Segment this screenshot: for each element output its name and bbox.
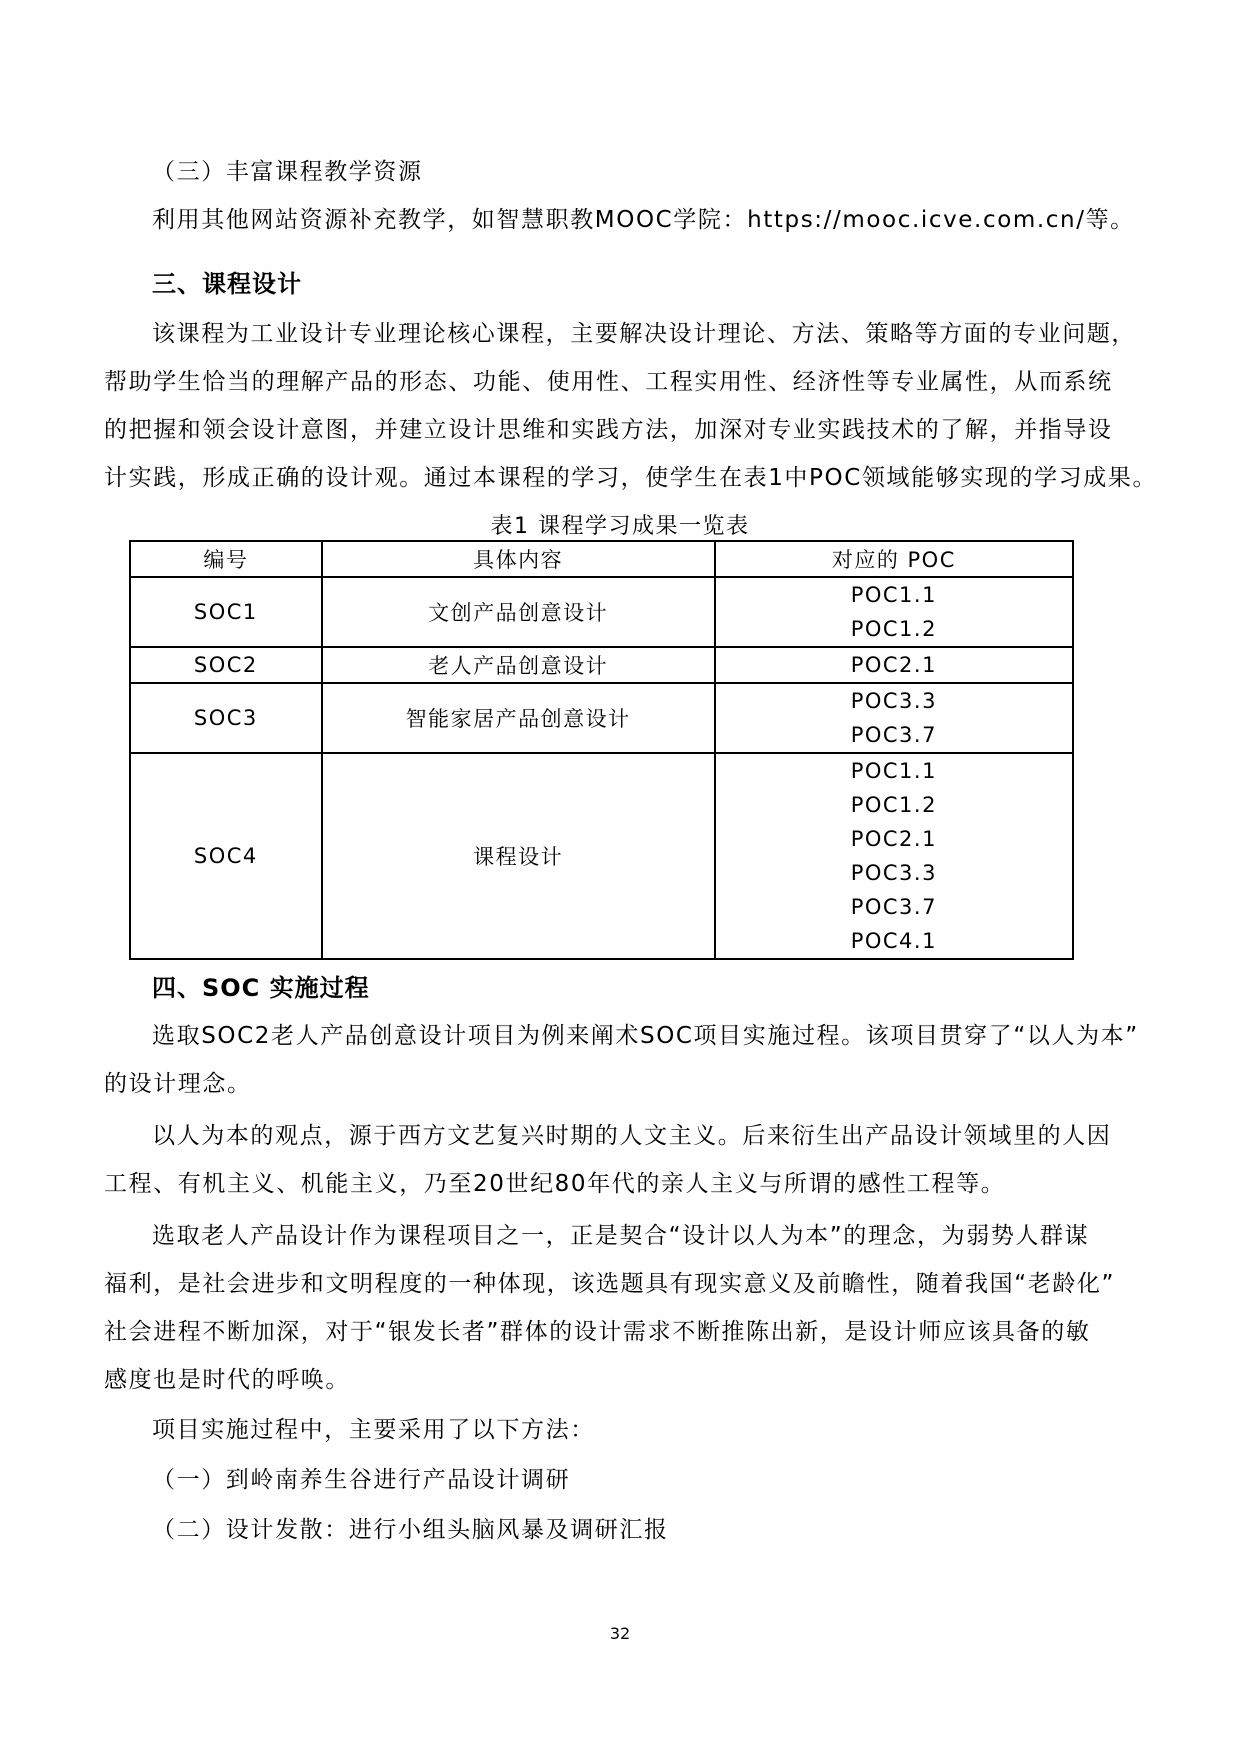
poc-cell (715, 683, 1073, 753)
body-paragraph-line: 选取SOC2老人产品创意设计项目为例来阐术SOC项目实施过程。该项目贯穿了“以人为本” (152, 1023, 1139, 1049)
soc-id: SOC3 (130, 683, 322, 753)
design-paragraph-line: 该课程为工业设计专业理论核心课程，主要解决设计理论、方法、策略等方面的专业问题， (152, 321, 1136, 347)
poc-item: POC3.7 (850, 723, 937, 747)
poc-item: POC4.1 (850, 929, 937, 953)
table-row (130, 577, 1073, 647)
body-paragraph-line: 以人为本的观点，源于西方文艺复兴时期的人文主义。后来衍生出产品设计领域里的人因 (152, 1123, 1112, 1149)
poc-item: POC2.1 (850, 827, 937, 851)
outcomes-table (129, 540, 1074, 960)
method-item: （二）设计发散：进行小组头脑风暴及调研汇报 (152, 1517, 669, 1543)
poc-item: POC1.1 (850, 583, 937, 607)
poc-cell (715, 577, 1073, 647)
poc-cell (715, 753, 1073, 959)
soc-content: 智能家居产品创意设计 (322, 683, 715, 753)
table-row (130, 647, 1073, 683)
body-paragraph-line: 工程、有机主义、机能主义，乃至20世纪80年代的亲人主义与所谓的感性工程等。 (104, 1171, 1006, 1197)
header-poc: 对应的 POC (715, 541, 1073, 577)
design-paragraph-line: 计实践，形成正确的设计观。通过本课程的学习，使学生在表1中POC领域能够实现的学习成果。 (104, 465, 1158, 491)
table-row (130, 683, 1073, 753)
poc-cell (715, 647, 1073, 683)
poc-item: POC2.1 (850, 653, 937, 677)
soc-content: 文创产品创意设计 (322, 577, 715, 647)
table-caption: 表1 课程学习成果一览表 (490, 514, 750, 539)
body-paragraph-line: 感度也是时代的呼唤。 (104, 1367, 350, 1393)
table-header-row (130, 541, 1073, 577)
heading-course-design: 三、课程设计 (152, 270, 302, 298)
soc-id: SOC1 (130, 577, 322, 647)
body-paragraph-line: 的设计理念。 (104, 1071, 252, 1097)
resource-paragraph: 利用其他网站资源补充教学，如智慧职教MOOC学院：https://mooc.icve.com.cn/等。 (152, 207, 1135, 233)
body-paragraph-line: 选取老人产品设计作为课程项目之一，正是契合“设计以人为本”的理念，为弱势人群谋 (152, 1223, 1090, 1249)
section-subheading-resources: （三）丰富课程教学资源 (152, 159, 423, 185)
poc-item: POC1.2 (850, 617, 937, 641)
header-id: 编号 (130, 541, 322, 577)
soc-content: 课程设计 (322, 753, 715, 959)
soc-content: 老人产品创意设计 (322, 647, 715, 683)
page-number: 32 (609, 1624, 631, 1643)
table-row (130, 753, 1073, 959)
heading-soc-process: 四、SOC 实施过程 (152, 974, 370, 1002)
header-content: 具体内容 (322, 541, 715, 577)
design-paragraph-line: 的把握和领会设计意图，并建立设计思维和实践方法，加深对专业实践技术的了解，并指导设 (104, 417, 1113, 443)
poc-item: POC1.1 (850, 759, 937, 783)
poc-item: POC3.3 (850, 689, 937, 713)
poc-item: POC1.2 (850, 793, 937, 817)
soc-id: SOC2 (130, 647, 322, 683)
body-paragraph-line: 项目实施过程中，主要采用了以下方法： (152, 1417, 595, 1443)
design-paragraph-line: 帮助学生恰当的理解产品的形态、功能、使用性、工程实用性、经济性等专业属性，从而系统 (104, 369, 1113, 395)
soc-id: SOC4 (130, 753, 322, 959)
poc-item: POC3.7 (850, 895, 937, 919)
body-paragraph-line: 福利，是社会进步和文明程度的一种体现，该选题具有现实意义及前瞻性，随着我国“老龄化” (104, 1271, 1116, 1297)
poc-item: POC3.3 (850, 861, 937, 885)
method-item: （一）到岭南养生谷进行产品设计调研 (152, 1467, 571, 1493)
body-paragraph-line: 社会进程不断加深，对于“银发长者”群体的设计需求不断推陈出新，是设计师应该具备的敏 (104, 1319, 1091, 1345)
